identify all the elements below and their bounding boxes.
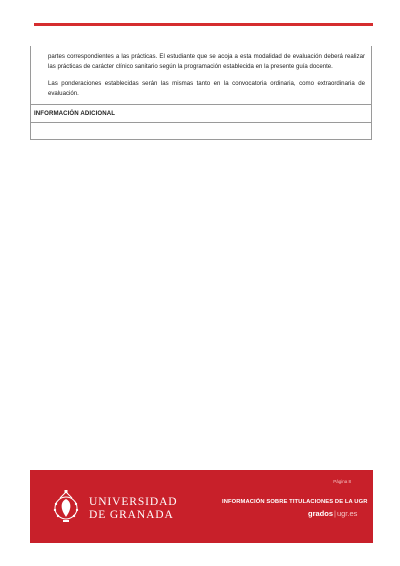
university-name	[89, 496, 177, 521]
university-name-line2: DE GRANADA	[89, 508, 174, 521]
evaluation-text-cell	[31, 46, 371, 105]
university-crest-icon	[50, 489, 82, 525]
paragraph-practicas: partes correspondientes a las prácticas. El estudiante que se acoja a esta modalidad de evaluación deberá realizar las prácticas de carácter clínico sanitario según la programación establecida en la presente guía docente.	[48, 53, 365, 70]
paragraph-ponderaciones: Las ponderaciones establecidas serán las mismas tanto en la convocatoria ordinaria, como extraordinaria de evaluación.	[48, 80, 365, 97]
site-separator: |	[334, 509, 336, 518]
site-domain: ugr.es	[336, 509, 358, 518]
content-table	[30, 46, 372, 140]
titulaciones-info: INFORMACIÓN SOBRE TITULACIONES DE LA UGR	[222, 499, 368, 505]
section-title-informacion-adicional: INFORMACIÓN ADICIONAL	[31, 105, 371, 123]
university-name-line1: UNIVERSIDAD	[89, 496, 178, 508]
page-number: Página 8	[333, 479, 351, 484]
header-rule	[34, 23, 373, 26]
grados-site-link[interactable]	[308, 509, 357, 518]
footer-banner	[30, 470, 373, 543]
empty-content-cell	[31, 123, 371, 139]
grados-label: grados	[308, 509, 334, 518]
